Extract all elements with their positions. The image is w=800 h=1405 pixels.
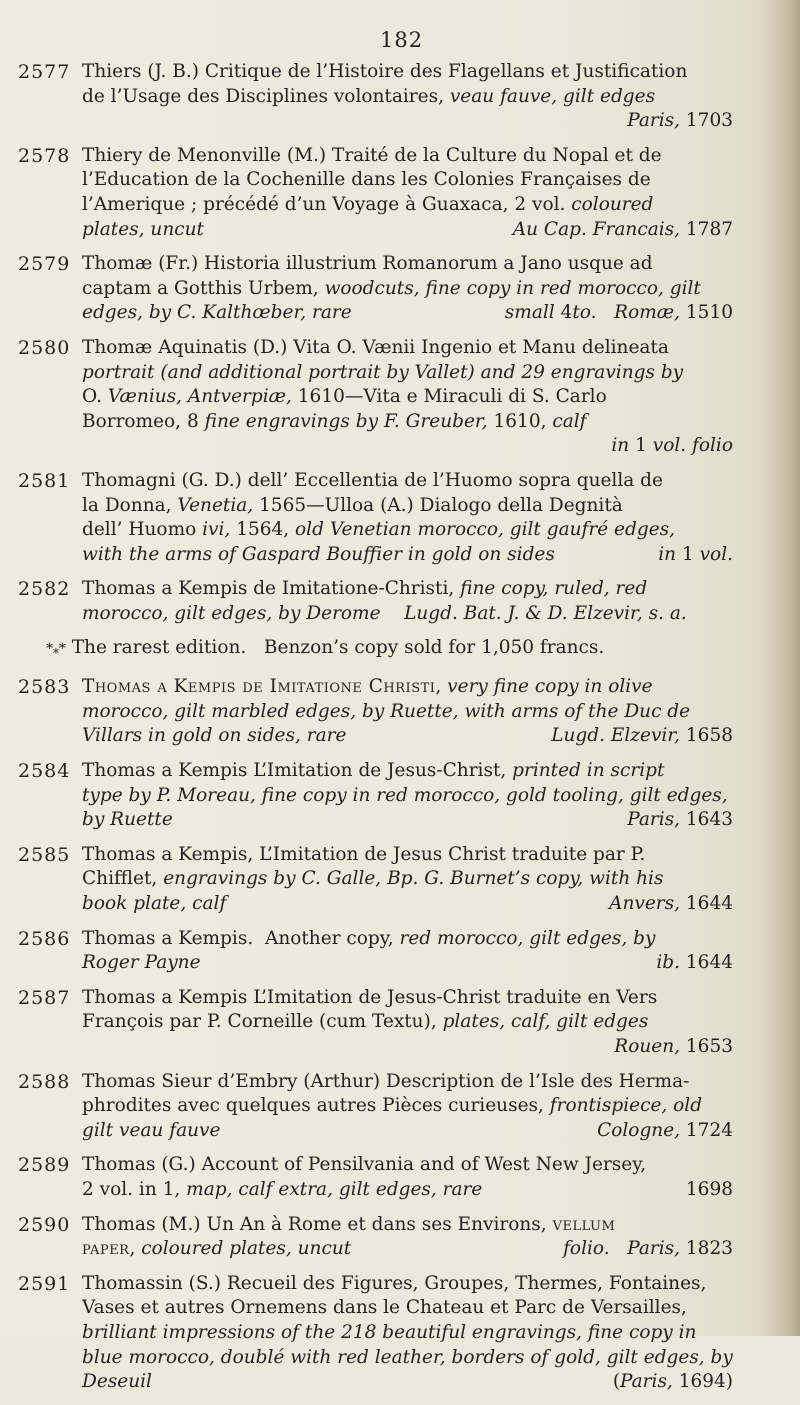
entry-description (82, 1213, 733, 1262)
entry-line: Thomas a Kempis de Imitatione-Christi, fine copy, ruled, red (82, 578, 648, 600)
entry-line: Chifflet, engravings by C. Galle, Bp. G. Burnet’s copy, with his (82, 868, 664, 890)
entry-description (82, 1070, 733, 1144)
entry-line: portrait (and additional portrait by Vallet) and 29 engravings by (82, 361, 684, 383)
entry-line: dell’ Huomo ivi, 1564, old Venetian morocco, gilt gaufré edges, (82, 519, 676, 541)
entry-note: $*_**$ The rarest edition. Benzon’s copy sold for 1,050 francs. (46, 637, 605, 661)
catalogue-entry (18, 60, 733, 134)
imprint-description: book plate, calf (82, 893, 227, 915)
imprint-description: with the arms of Gaspard Bouffier in gold on sides (82, 543, 555, 565)
entry-line: Borromeo, 8 fine engravings by F. Greuber, 1610, calf (82, 410, 587, 432)
entry-line: François par P. Corneille (cum Textu), plates, calf, gilt edges (82, 1011, 649, 1033)
entry-line: Vases et autres Ornemens dans le Chateau et Parc de Versailles, (82, 1297, 687, 1319)
imprint-place-date: small 4to. Romæ, 1510 (504, 302, 733, 324)
entry-line: Thiery de Menonville (M.) Traité de la Culture du Nopal et de (82, 144, 662, 166)
entry-line: blue morocco, doublé with red leather, borders of gold, gilt edges, by (82, 1346, 733, 1368)
imprint-description: Villars in gold on sides, rare (82, 725, 347, 747)
entry-description (82, 927, 733, 976)
imprint-place-date: ib. 1644 (656, 952, 733, 974)
lot-number: 2582 (18, 578, 71, 601)
catalogue-entry (18, 1213, 733, 1262)
lot-number: 2581 (18, 469, 71, 492)
catalogue-entry (18, 986, 733, 1060)
entry-description (82, 675, 733, 749)
entry-imprint (82, 1178, 733, 1203)
entry-imprint (82, 808, 733, 833)
entry-line: Thomæ Aquinatis (D.) Vita O. Vænii Ingenio et Manu delineata (82, 336, 669, 358)
entry-line: Thomas (G.) Account of Pensilvania and of West New Jersey, (82, 1154, 647, 1176)
imprint-description: Deseuil (82, 1371, 152, 1393)
lot-number: 2579 (18, 253, 71, 276)
entry-line: la Donna, Venetia, 1565—Ulloa (A.) Dialogo della Degnità (82, 494, 623, 516)
imprint-place-date: Lugd. Elzevir, 1658 (551, 725, 733, 747)
entry-imprint: in 1 vol. folio (611, 435, 733, 457)
catalogue-entry (18, 927, 733, 976)
catalogue-entry (18, 577, 733, 626)
catalogue-entry (18, 252, 733, 326)
lot-number: 2584 (18, 760, 71, 783)
imprint-place-date: folio. Paris, 1823 (563, 1238, 733, 1260)
imprint-description: Roger Payne (82, 952, 201, 974)
entry-line: Thomas Sieur d’Embry (Arthur) Description de l’Isle des Herma- (82, 1070, 690, 1092)
entry-line: morocco, gilt marbled edges, by Ruette, with arms of the Duc de (82, 700, 691, 722)
entry-description (82, 469, 733, 567)
imprint-place-date: Anvers, 1644 (609, 893, 733, 915)
entry-imprint (82, 1237, 733, 1262)
lot-number: 2591 (18, 1272, 71, 1295)
lot-number: 2577 (18, 61, 71, 83)
imprint-description: gilt veau fauve (82, 1119, 221, 1141)
catalogue-entry (18, 675, 733, 749)
entries-list (18, 60, 733, 1405)
entry-imprint (82, 724, 733, 749)
entry-line: Thomas a Kempis, L’Imitation de Jesus Christ traduite par P. (82, 843, 646, 865)
entry-line: Thomas a Kempis de Imitatione Christi, very fine copy in olive (82, 676, 653, 698)
imprint-place-date: (Paris, 1694) (612, 1371, 733, 1393)
lot-number: 2587 (18, 986, 71, 1009)
entry-imprint (82, 301, 733, 326)
entry-line: type by P. Moreau, fine copy in red morocco, gold tooling, gilt edges, (82, 784, 728, 806)
entry-description (82, 759, 733, 833)
imprint-place-date: in 1 vol. (658, 543, 733, 565)
catalogue-entry (18, 759, 733, 833)
catalogue-entry (18, 336, 733, 459)
entry-description (82, 1272, 733, 1395)
entry-line: Thomas (M.) Un An à Rome et dans ses Environs, vellum (82, 1213, 616, 1235)
entry-imprint (82, 1370, 733, 1395)
catalogue-entry (18, 1070, 733, 1144)
entry-line: Thomassin (S.) Recueil des Figures, Groupes, Thermes, Fontaines, (82, 1272, 707, 1294)
entry-line: Thomas a Kempis. Another copy, red morocco, gilt edges, by (82, 927, 656, 949)
entry-line: Thomæ (Fr.) Historia illustrium Romanorum a Jano usque ad (82, 253, 653, 275)
imprint-description: 2 vol. in 1, map, calf extra, gilt edges, rare (82, 1178, 483, 1200)
entry-imprint (82, 951, 733, 976)
imprint-description: paper, coloured plates, uncut (82, 1238, 352, 1260)
entry-line: Thiers (J. B.) Critique de l’Histoire des Flagellans et Justification (82, 61, 688, 82)
entry-line: morocco, gilt edges, by Derome Lugd. Bat. J. & D. Elzevir, s. a. (82, 602, 687, 624)
imprint-place-date: 1698 (685, 1178, 733, 1200)
entry-description (82, 986, 733, 1060)
entry-imprint (82, 1119, 733, 1144)
lot-number: 2583 (18, 676, 71, 699)
entry-description (82, 577, 733, 626)
entry-imprint: Rouen, 1653 (614, 1035, 733, 1057)
entry-line: brilliant impressions of the 218 beautiful engravings, fine copy in (82, 1321, 697, 1343)
entry-line: Thomas a Kempis L’Imitation de Jesus-Christ traduite en Vers (82, 986, 658, 1008)
entry-description (82, 1153, 733, 1202)
entry-imprint (82, 543, 733, 568)
imprint-description: by Ruette (82, 809, 173, 831)
entry-line: captam a Gotthis Urbem, woodcuts, fine copy in red morocco, gilt (82, 277, 701, 299)
entry-line: l’Amerique ; précédé d’un Voyage à Guaxaca, 2 vol. coloured (82, 193, 654, 215)
entry-description (82, 252, 733, 326)
entry-line: O. Vænius, Antverpiæ, 1610—Vita e Miraculi di S. Carlo (82, 386, 607, 408)
catalogue-entry (18, 843, 733, 917)
lot-number: 2589 (18, 1154, 71, 1177)
entry-line: Thomas a Kempis L’Imitation de Jesus-Christ, printed in script (82, 760, 665, 782)
lot-number: 2590 (18, 1213, 71, 1236)
imprint-place-date: Paris, 1643 (627, 809, 733, 831)
entry-imprint (82, 218, 733, 243)
entry-line: phrodites avec quelques autres Pièces curieuses, frontispiece, old (82, 1095, 703, 1117)
catalogue-entry (18, 144, 733, 242)
entry-line: de l’Usage des Disciplines volontaires, veau fauve, gilt edges (82, 85, 656, 107)
imprint-place-date: Cologne, 1724 (597, 1119, 733, 1141)
entry-description (82, 144, 733, 242)
lot-number: 2586 (18, 927, 71, 950)
page-edge-shadow (762, 0, 800, 1336)
imprint-place-date: Au Cap. Francais, 1787 (512, 218, 733, 240)
catalogue-entry (18, 1272, 733, 1395)
entry-line: l’Education de la Cochenille dans les Colonies Françaises de (82, 169, 651, 191)
entry-imprint (82, 892, 733, 917)
imprint-description: edges, by C. Kalthœber, rare (82, 302, 352, 324)
entry-description (82, 843, 733, 917)
entry-description (82, 336, 733, 459)
lot-number: 2580 (18, 336, 71, 359)
page-number: 182 (380, 28, 424, 52)
imprint-description: plates, uncut (82, 218, 204, 240)
entry-line: Thomagni (G. D.) dell’ Eccellentia de l’Huomo sopra quella de (82, 469, 663, 491)
lot-number: 2578 (18, 144, 71, 167)
lot-number: 2585 (18, 843, 71, 866)
catalogue-entry (18, 1153, 733, 1202)
catalogue-entry (18, 469, 733, 567)
lot-number: 2588 (18, 1070, 71, 1093)
entry-description (82, 60, 733, 134)
entry-imprint: Paris, 1703 (627, 110, 733, 132)
